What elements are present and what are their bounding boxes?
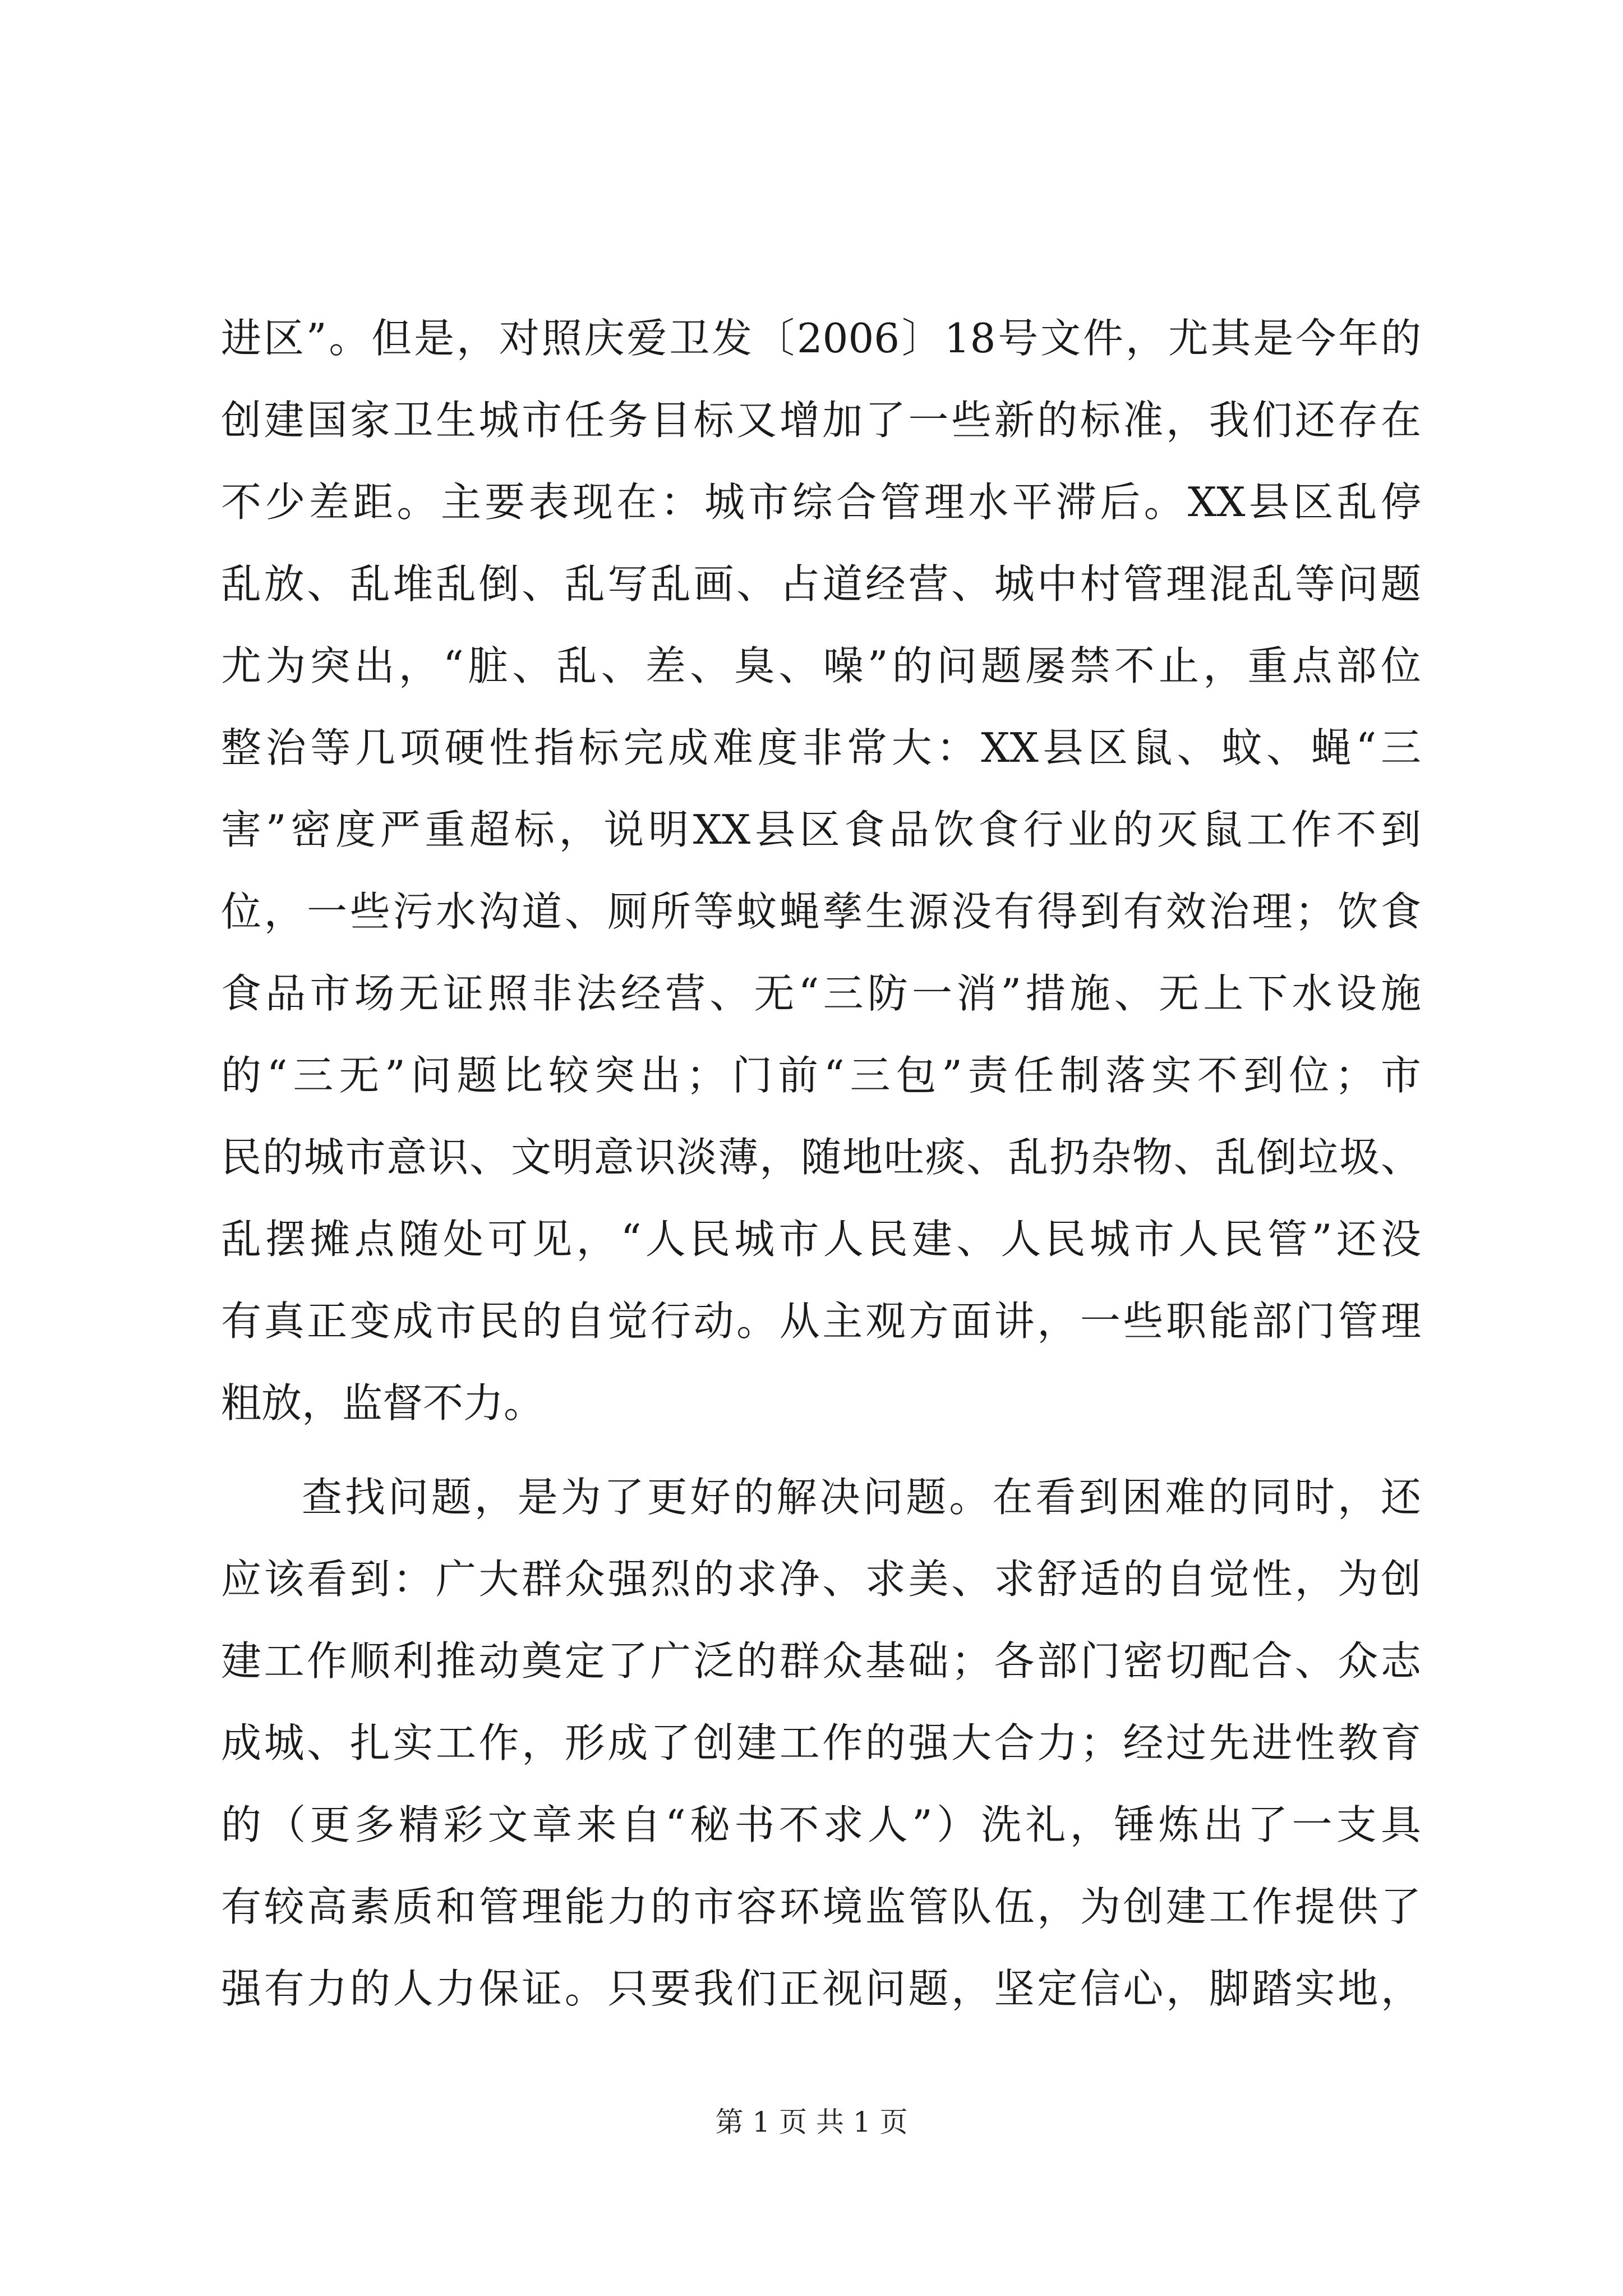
text-line: 尤为突出，“脏、乱、差、臭、噪”的问题屡禁不止，重点部位 <box>221 642 1421 689</box>
paragraph-gap <box>221 1444 1421 1456</box>
text-line: 创建国家卫生城市任务目标又增加了一些新的标准，我们还存在 <box>221 397 1421 444</box>
text-line: 有较高素质和管理能力的市容环境监管队伍，为创建工作提供了 <box>221 1883 1421 1930</box>
text-line: 民的城市意识、文明意识淡薄，随地吐痰、乱扔杂物、乱倒垃圾、 <box>221 1134 1421 1181</box>
text-line: 位，一些污水沟道、厕所等蚊蝇孳生源没有得到有效治理；饮食 <box>221 888 1421 935</box>
text-line: 成城、扎实工作，形成了创建工作的强大合力；经过先进性教育 <box>221 1719 1421 1766</box>
page-footer: 第 1 页 共 1 页 <box>715 2106 908 2138</box>
text-line: 害”密度严重超标，说明XX县区食品饮食行业的灭鼠工作不到 <box>221 806 1421 853</box>
document-body <box>221 297 1421 2030</box>
paragraph-2 <box>221 1456 1421 2030</box>
text-line: 建工作顺利推动奠定了广泛的群众基础；各部门密切配合、众志 <box>221 1637 1421 1685</box>
text-line: 进区”。但是，对照庆爱卫发〔2006〕18号文件，尤其是今年的 <box>221 315 1421 362</box>
text-line: 乱放、乱堆乱倒、乱写乱画、占道经营、城中村管理混乱等问题 <box>221 560 1421 608</box>
text-line: 不少差距。主要表现在：城市综合管理水平滞后。XX县区乱停 <box>221 478 1421 526</box>
text-line: 整治等几项硬性指标完成难度非常大：XX县区鼠、蚊、蝇“三 <box>221 724 1421 771</box>
text-line: 有真正变成市民的自觉行动。从主观方面讲，一些职能部门管理 <box>221 1297 1421 1345</box>
text-line: 查找问题，是为了更好的解决问题。在看到困难的同时，还 <box>302 1474 1421 1521</box>
text-line: 食品市场无证照非法经营、无“三防一消”措施、无上下水设施 <box>221 970 1421 1017</box>
text-line: 粗放，监督不力。 <box>221 1379 545 1427</box>
text-line: 强有力的人力保证。只要我们正视问题，坚定信心，脚踏实地， <box>221 1965 1421 2012</box>
paragraph-1 <box>221 297 1421 1444</box>
text-line: 乱摆摊点随处可见，“人民城市人民建、人民城市人民管”还没 <box>221 1216 1421 1263</box>
text-line: 应该看到：广大群众强烈的求净、求美、求舒适的自觉性，为创 <box>221 1556 1421 1603</box>
text-line: 的（更多精彩文章来自“秘书不求人”）洗礼，锤炼出了一支具 <box>221 1801 1421 1848</box>
text-line: 的“三无”问题比较突出；门前“三包”责任制落实不到位；市 <box>221 1052 1421 1099</box>
